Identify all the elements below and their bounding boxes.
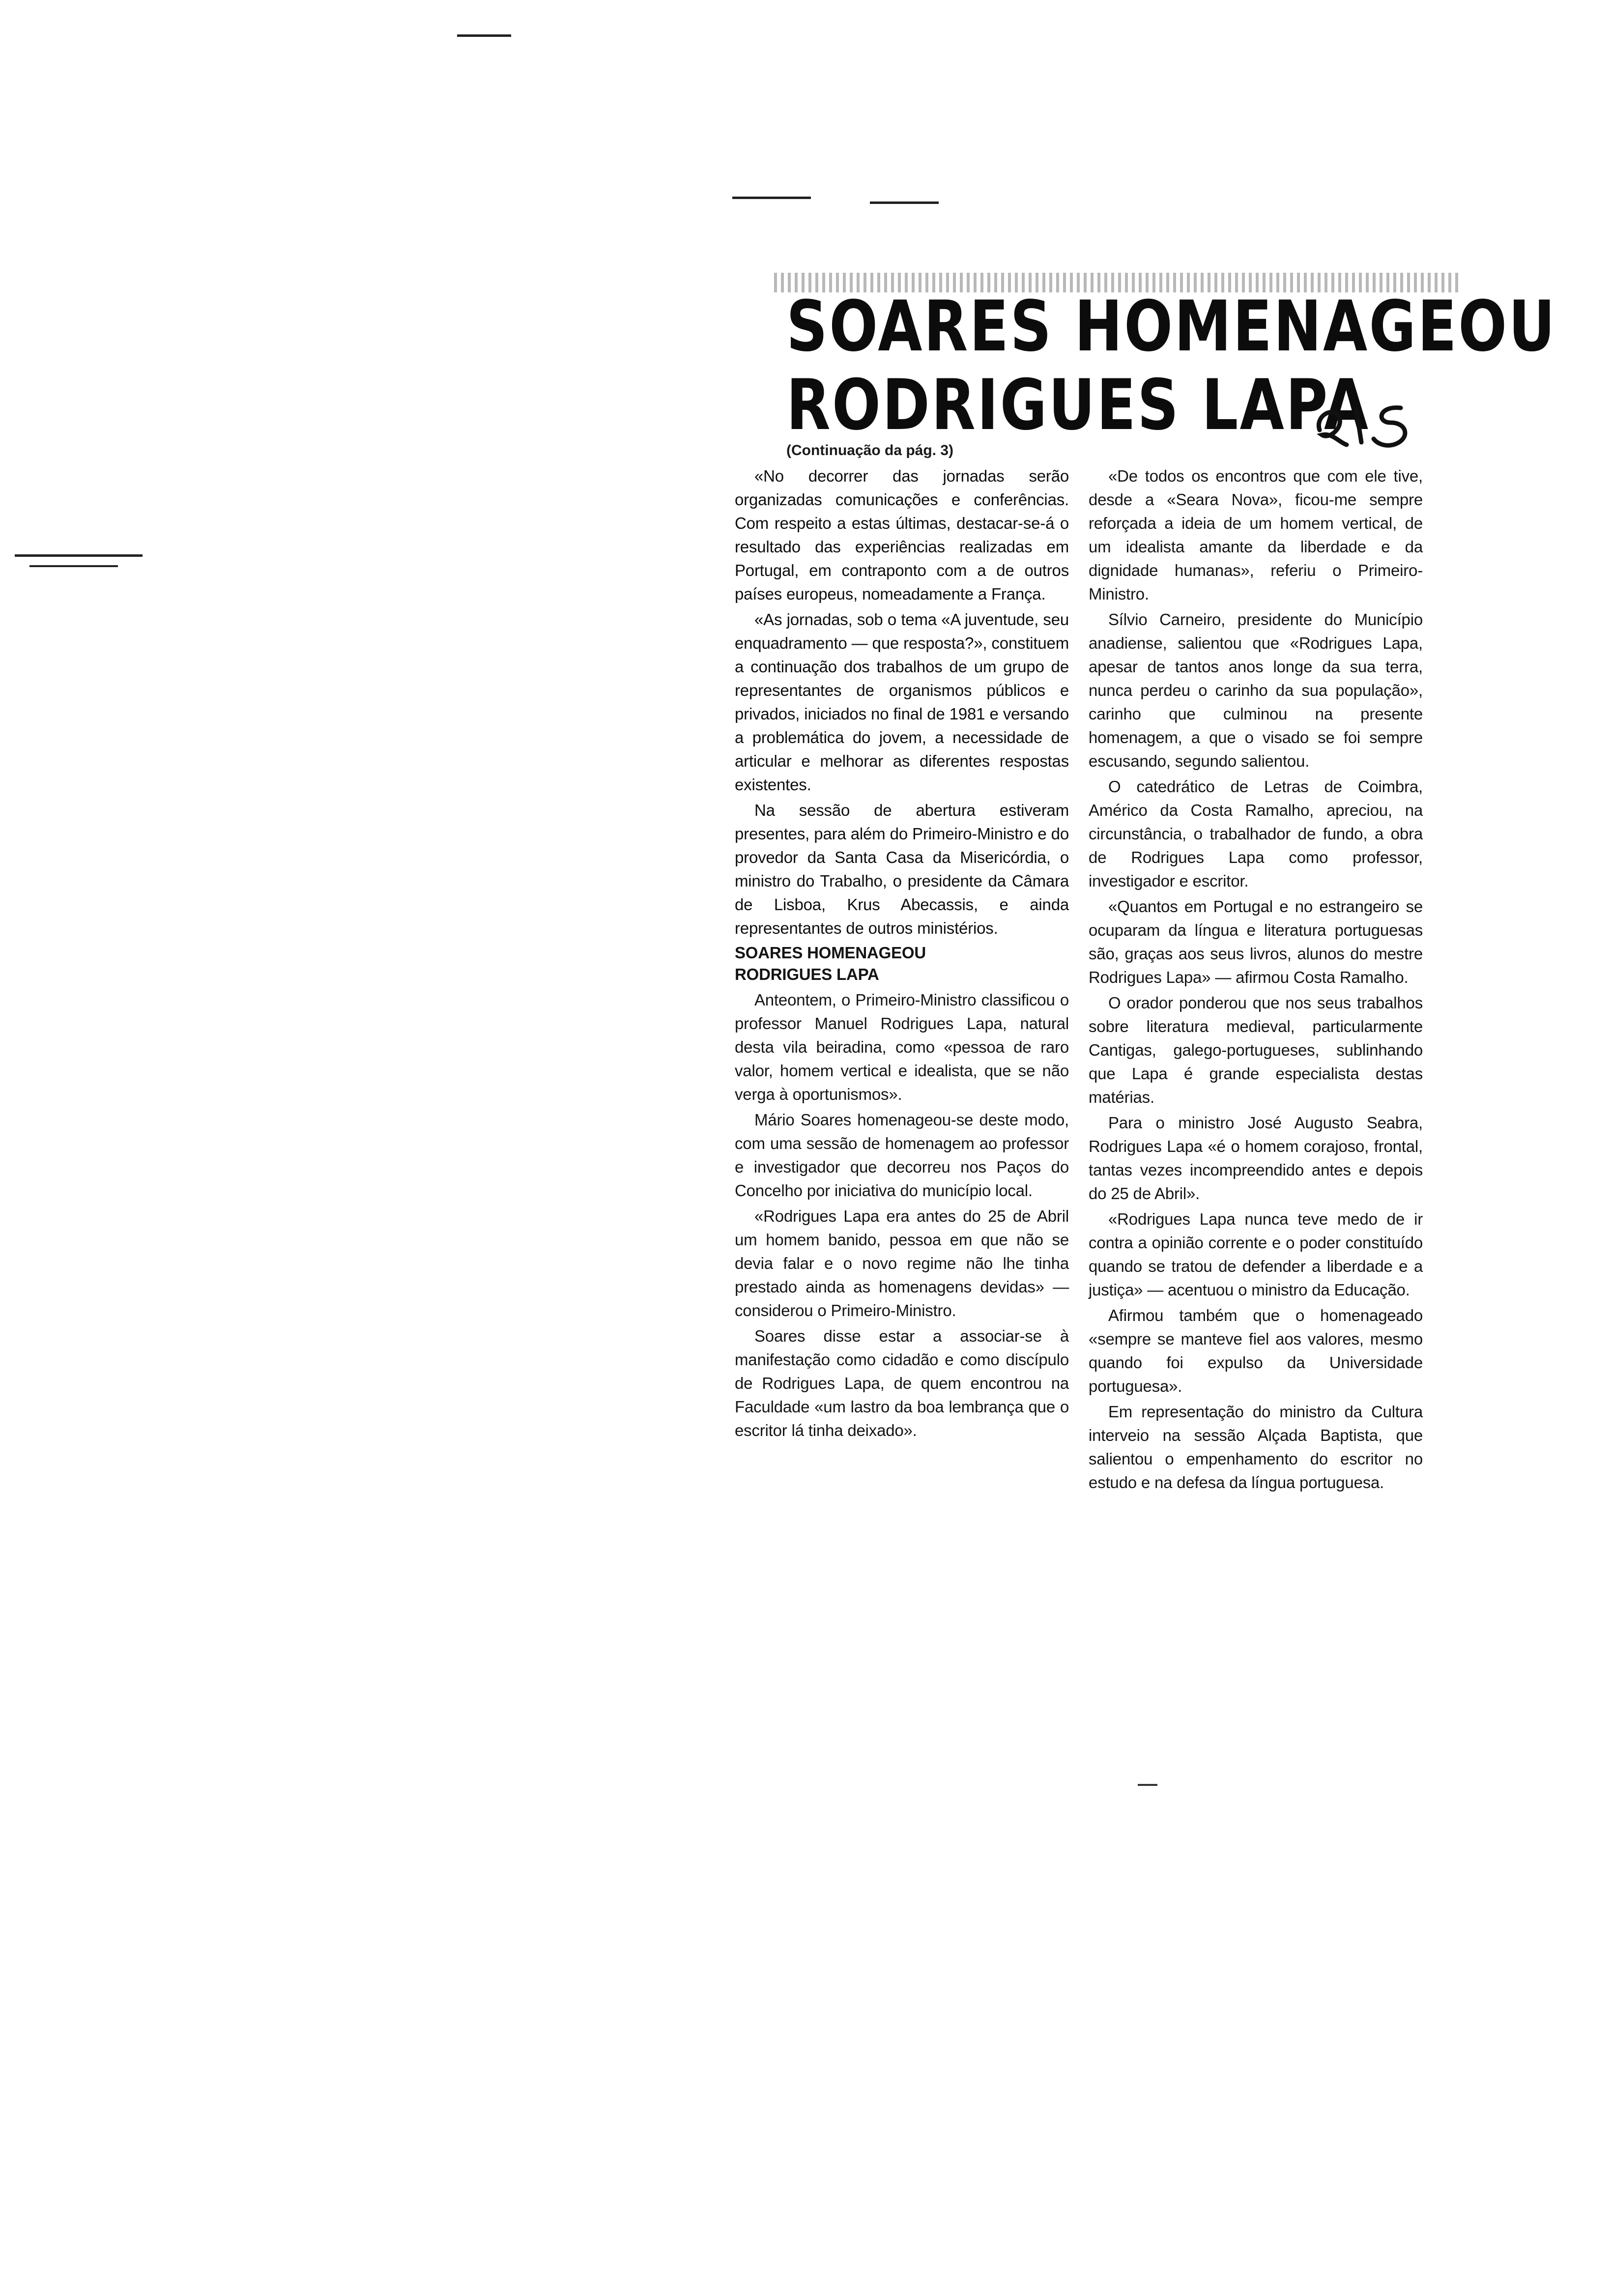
stray-mark: [29, 565, 118, 567]
newspaper-clipping: [715, 273, 1557, 1791]
paragraph: «Rodrigues Lapa era antes do 25 de Abril um homem banido, pessoa em que não se devia falar e o novo regime não lhe tinha prestado ainda as homenagens devidas» — considerou o Primeiro-Ministro.: [735, 1207, 1069, 1320]
paragraph: O catedrático de Letras de Coimbra, Américo da Costa Ramalho, apreciou, na circunstância, o trabalhador de fundo, a obra de Rodrigues Lapa como professor, investigador e escritor.: [1089, 777, 1423, 890]
paragraph: «Rodrigues Lapa nunca teve medo de ir contra a opinião corrente e o poder constituído quando se tratou de defender a liberdade e a justiça» — acentuou o ministro da Educação.: [1089, 1210, 1423, 1299]
paragraph: «Quantos em Portugal e no estrangeiro se ocuparam da língua e literatura portuguesas são, graças aos seus livros, alunos do mestre Rodrigues Lapa» — afirmou Costa Ramalho.: [1089, 897, 1423, 986]
paragraph: Afirmou também que o homenageado «sempre se manteve fiel aos valores, mesmo quando foi expulso da Universidade portuguesa».: [1089, 1306, 1423, 1395]
headline: [786, 286, 1557, 446]
subheading-line: RODRIGUES LAPA: [735, 965, 879, 983]
stray-mark: [457, 34, 511, 37]
paragraph: Em representação do ministro da Cultura interveio na sessão Alçada Baptista, que salientou o empenhamento do escritor no estudo e na defesa da língua portuguesa.: [1089, 1403, 1423, 1492]
paragraph: O orador ponderou que nos seus trabalhos sobre literatura medieval, particularmente Cantigas, galego-portugueses, sublinhando que Lapa é grande especialista destas matérias.: [1089, 994, 1423, 1106]
left-column: [735, 464, 1069, 1444]
subheading: [735, 942, 1069, 985]
paragraph: «De todos os encontros que com ele tive, desde a «Seara Nova», ficou-me sempre reforçada a ideia de um homem vertical, de um idealista amante da liberdade e da dignidade humanas», referiu o Primeiro-Ministro.: [1089, 467, 1423, 603]
paragraph: Mário Soares homenageou-se deste modo, com uma sessão de homenagem ao professor e investigador que decorreu nos Paços do Concelho por iniciativa do município local.: [735, 1111, 1069, 1200]
paragraph: «As jornadas, sob o tema «A juventude, seu enquadramento — que resposta?», constituem a continuação dos trabalhos de um grupo de representantes de organismos públicos e privados, iniciados no final de 1981 e versando a problemática do jovem, a necessidade de articular e melhorar as diferentes respostas existentes.: [735, 610, 1069, 794]
paragraph: Sílvio Carneiro, presidente do Município anadiense, salientou que «Rodrigues Lapa, apesar de tantos anos longe da sua terra, nunca perdeu o carinho da sua população», carinho que culminou na presente homenagem, a que o visado se foi sempre escusando, segundo salientou.: [1089, 610, 1423, 770]
stray-mark: [15, 554, 143, 557]
headline-line: RODRIGUES LAPA: [786, 365, 1370, 446]
right-column: [1089, 464, 1423, 1496]
stray-mark: [732, 197, 811, 199]
handwritten-signature-icon: [1310, 396, 1423, 450]
paragraph: Soares disse estar a associar-se à manifestação como cidadão e como discípulo de Rodrigues Lapa, de quem encontrou na Faculdade «um lastro da boa lembrança que o escritor lá tinha deixado».: [735, 1327, 1069, 1439]
paragraph: Na sessão de abertura estiveram presentes, para além do Primeiro-Ministro e do provedor da Santa Casa da Misericórdia, o ministro do Trabalho, o presidente da Câmara de Lisboa, Krus Abecassis, e ainda representantes de outros ministérios.: [735, 801, 1069, 937]
subheading-line: SOARES HOMENAGEOU: [735, 944, 926, 962]
continuation-note: (Continuação da pág. 3): [786, 442, 954, 459]
stray-mark: [870, 201, 939, 204]
headline-line: SOARES HOMENAGEOU: [786, 286, 1557, 367]
end-mark: [1138, 1784, 1157, 1786]
paragraph: Para o ministro José Augusto Seabra, Rodrigues Lapa «é o homem corajoso, frontal, tantas vezes incompreendido antes e depois do 25 de Abril».: [1089, 1114, 1423, 1203]
paragraph: Anteontem, o Primeiro-Ministro classificou o professor Manuel Rodrigues Lapa, natural desta vila beiradina, como «pessoa de raro valor, homem vertical e idealista, que se não verga à oportunismos».: [735, 991, 1069, 1103]
paragraph: «No decorrer das jornadas serão organizadas comunicações e conferências. Com respeito a estas últimas, destacar-se-á o resultado das experiências realizadas em Portugal, em contraponto com a de outros países europeus, nomeadamente a França.: [735, 467, 1069, 603]
